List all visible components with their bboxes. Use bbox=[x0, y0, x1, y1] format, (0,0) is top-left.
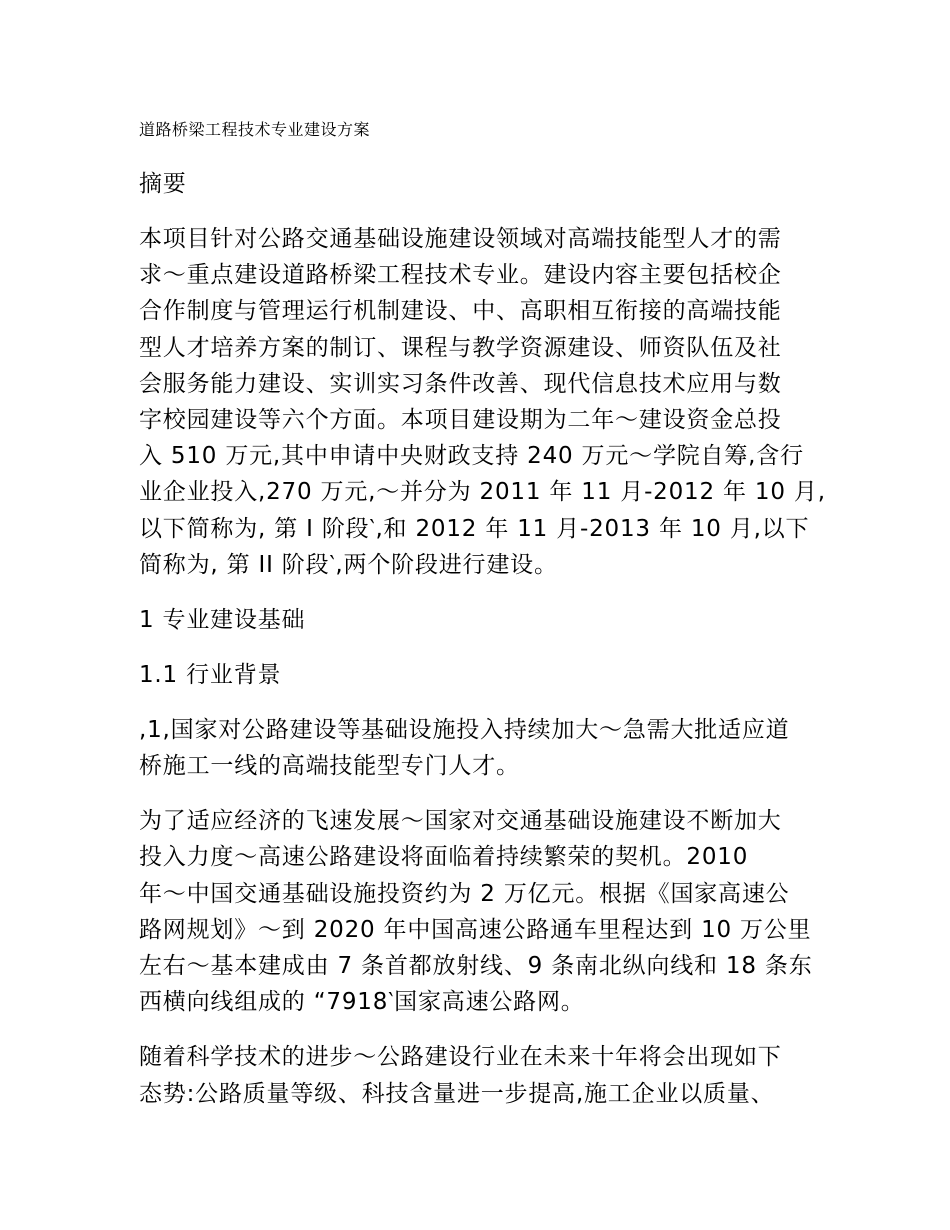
abstract-line: 求～重点建设道路桥梁工程技术专业。建设内容主要包括校企 bbox=[139, 262, 782, 289]
section-1-heading: 1 专业建设基础 bbox=[139, 606, 306, 633]
abstract-line: 型人才培养方案的制订、课程与教学资源建设、师资队伍及社 bbox=[139, 334, 782, 361]
abstract-line: 合作制度与管理运行机制建设、中、高职相互衔接的高端技能 bbox=[139, 298, 782, 325]
section-1-1-heading: 1.1 行业背景 bbox=[139, 661, 282, 688]
point-1-line: ,1,国家对公路建设等基础设施投入持续加大～急需大批适应道 bbox=[139, 716, 790, 743]
paragraph-3-line: 态势:公路质量等级、科技含量进一步提高,施工企业以质量、 bbox=[139, 1080, 775, 1107]
point-1-paragraph bbox=[139, 712, 819, 784]
paragraph-2-line: 投入力度～高速公路建设将面临着持续繁荣的契机。2010 bbox=[139, 844, 749, 871]
paragraph-2-line: 左右～基本建成由 7 条首都放射线、9 条南北纵向线和 18 条东 bbox=[139, 953, 813, 979]
paragraph-2-line: 路网规划》～到 2020 年中国高速公路通车里程达到 10 万公里 bbox=[139, 916, 812, 943]
abstract-line: 以下简称为, 第 I 阶段‵,和 2012 年 11 月-2013 年 10 月,以下 bbox=[139, 515, 810, 542]
document-title: 道路桥梁工程技术专业建设方案 bbox=[139, 120, 371, 139]
document-page bbox=[139, 118, 826, 1131]
abstract-line: 入 510 万元,其中申请中央财政支持 240 万元～学院自筹,含行 bbox=[139, 443, 804, 470]
abstract-line: 简称为, 第 II 阶段‵,两个阶段进行建设。 bbox=[139, 551, 558, 578]
abstract-line: 业企业投入,270 万元,～并分为 2011 年 11 月-2012 年 10 月, bbox=[139, 479, 826, 506]
abstract-paragraph bbox=[139, 221, 826, 583]
paragraph-2 bbox=[139, 803, 819, 1020]
paragraph-2-line: 年～中国交通基础设施投资约为 2 万亿元。根据《国家高速公 bbox=[139, 880, 790, 907]
point-1-line: 桥施工一线的高端技能型专门人才。 bbox=[139, 753, 520, 780]
abstract-line: 会服务能力建设、实训实习条件改善、现代信息技术应用与数 bbox=[139, 370, 782, 397]
paragraph-2-line: 西横向线组成的 “7918‵国家高速公路网。 bbox=[139, 989, 585, 1016]
paragraph-3 bbox=[139, 1039, 819, 1111]
paragraph-2-line: 为了适应经济的飞速发展～国家对交通基础设施建设不断加大 bbox=[139, 808, 782, 835]
paragraph-3-line: 随着科学技术的进步～公路建设行业在未来十年将会出现如下 bbox=[139, 1044, 782, 1071]
abstract-line: 本项目针对公路交通基础设施建设领域对高端技能型人才的需 bbox=[139, 226, 782, 252]
abstract-heading: 摘要 bbox=[139, 171, 187, 197]
abstract-line: 字校园建设等六个方面。本项目建设期为二年～建设资金总投 bbox=[139, 406, 782, 433]
